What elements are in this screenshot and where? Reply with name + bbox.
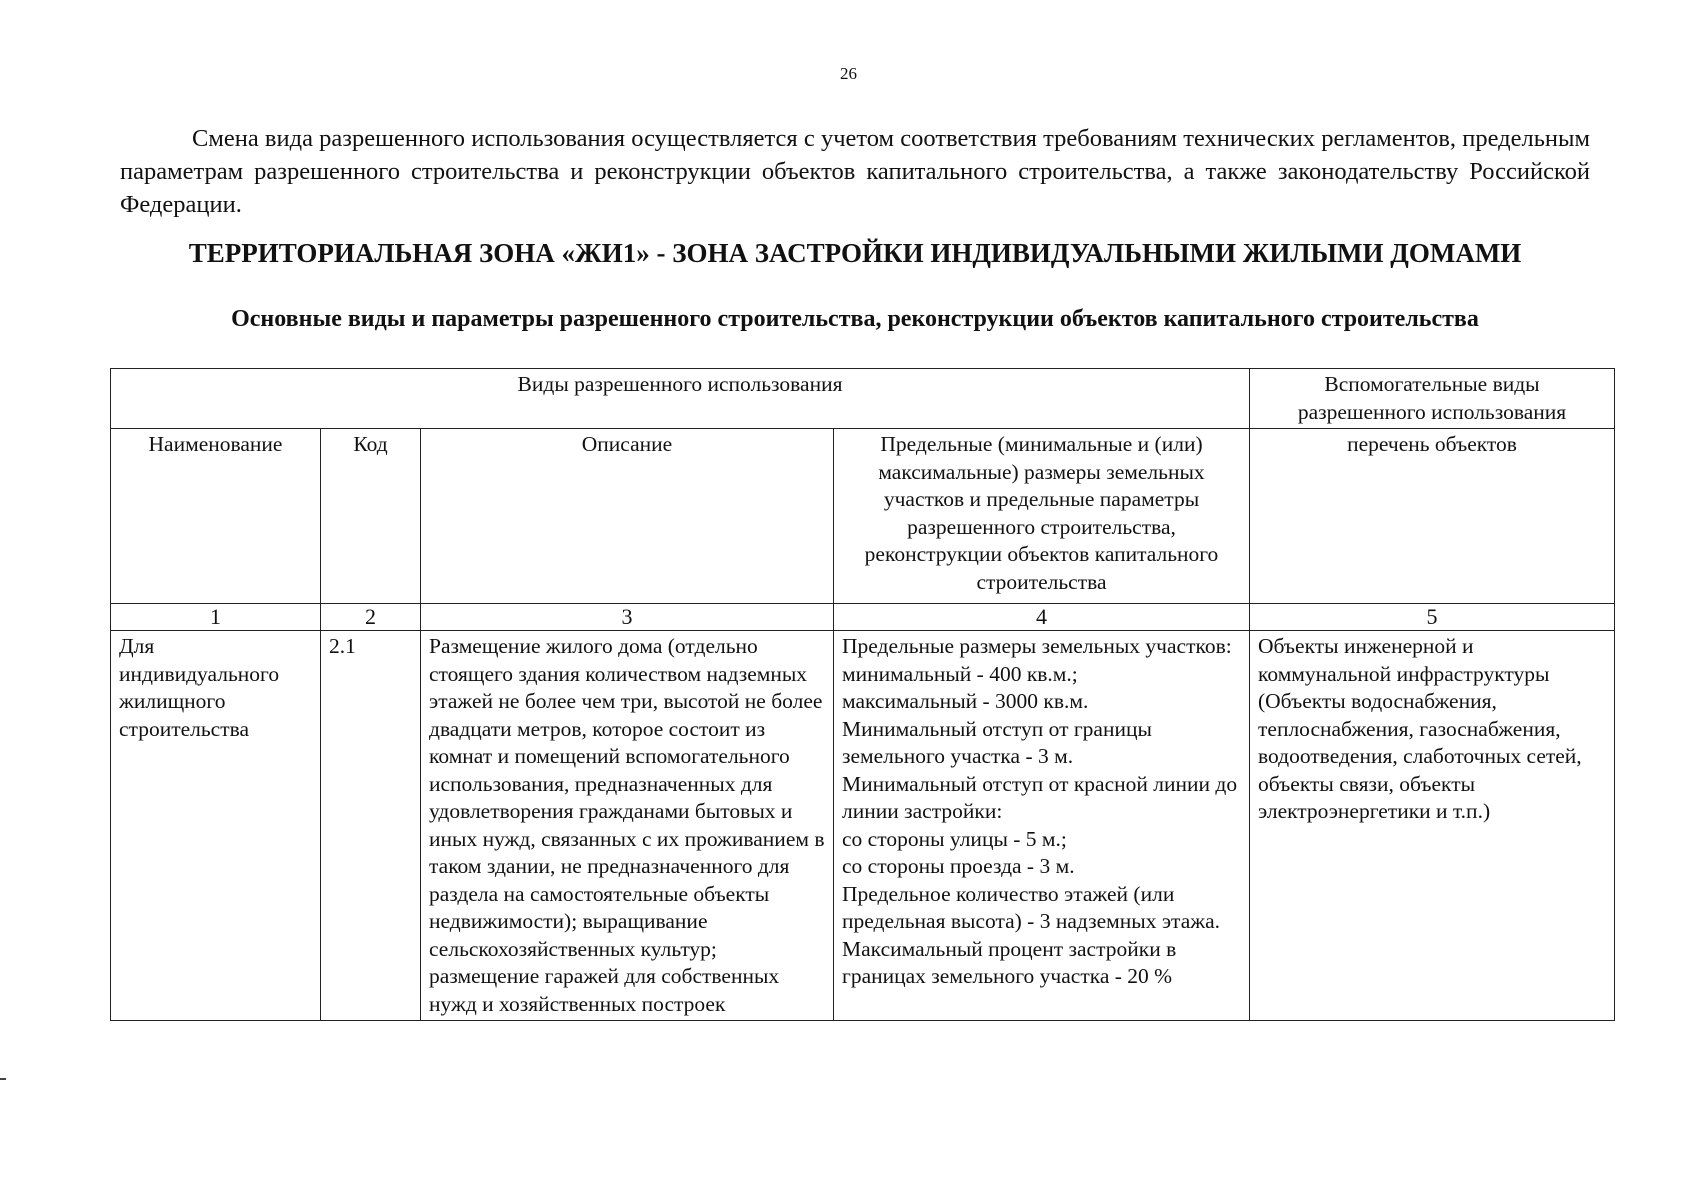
parameter-line: со стороны проезда - 3 м. (842, 854, 1075, 878)
parameter-line: Минимальный отступ от границы земельного участка - 3 м. (842, 716, 1152, 768)
column-header-name: Наименование (111, 429, 321, 604)
cell-code: 2.1 (321, 631, 421, 1021)
regulations-table (110, 368, 1615, 1021)
cell-auxiliary-objects: Объекты инженерной и коммунальной инфраструктуры (Объекты водоснабжения, теплоснабжения, газоснабжения, водоотведения, слаботочных сетей, объекты связи, объекты электроэнергетики и т.п.) (1250, 631, 1615, 1021)
scan-margin-mark (0, 1078, 6, 1080)
column-header-code: Код (321, 429, 421, 604)
column-header-description: Описание (421, 429, 834, 604)
parameter-line: со стороны улицы - 5 м.; (842, 826, 1067, 851)
column-number: 5 (1250, 604, 1615, 631)
parameter-line: Предельные размеры земельных участков: (842, 634, 1232, 658)
column-number: 2 (321, 604, 421, 631)
zone-title: ТЕРРИТОРИАЛЬНАЯ ЗОНА «ЖИ1» - ЗОНА ЗАСТРОЙКИ ИНДИВИДУАЛЬНЫМИ ЖИЛЫМИ ДОМАМИ (188, 238, 1522, 268)
group-header-main: Виды разрешенного использования (111, 369, 1250, 429)
intro-paragraph: Смена вида разрешенного использования осуществляется с учетом соответствия требованиям технических регламентов, предельным параметрам разрешенного строительства и реконструкции объектов капитального строительства, а также законодательству Российской Федерации. (120, 125, 1590, 218)
table-group-header-row (111, 369, 1615, 429)
parameter-line: минимальный - 400 кв.м.; (842, 661, 1078, 686)
column-header-parameters: Предельные (минимальные и (или) максимальные) размеры земельных участков и предельные параметры разрешенного строительства, реконструкции объектов капитального строительства (834, 429, 1250, 604)
cell-name: Для индивидуального жилищного строительства (111, 631, 321, 1021)
page-number: 26 (840, 64, 857, 83)
column-number: 3 (421, 604, 834, 631)
cell-parameters (834, 631, 1250, 1021)
group-header-auxiliary: Вспомогательные виды разрешенного использования (1250, 369, 1615, 429)
table-row (111, 631, 1615, 1021)
parameter-line: Предельное количество этажей (или предельная высота) - 3 надземных этажа. (842, 881, 1221, 933)
column-number: 1 (111, 604, 321, 631)
parameter-line: максимальный - 3000 кв.м. (842, 689, 1089, 713)
table-title: Основные виды и параметры разрешенного строительства, реконструкции объектов капитального строительства (231, 306, 1479, 332)
parameter-line: Минимальный отступ от красной линии до линии застройки: (842, 771, 1238, 823)
parameter-line: Максимальный процент застройки в границах земельного участка - 20 % (842, 936, 1177, 988)
table-column-number-row (111, 604, 1615, 631)
table-column-header-row (111, 429, 1615, 604)
column-header-objects: перечень объектов (1250, 429, 1615, 604)
column-number: 4 (834, 604, 1250, 631)
cell-description: Размещение жилого дома (отдельно стоящего здания количеством надземных этажей не более чем три, высотой не более двадцати метров, которое состоит из комнат и помещений вспомогательного использования, предназначенных для удовлетворения гражданами бытовых и иных нужд, связанных с их проживанием в таком здании, не предназначенного для раздела на самостоятельные объекты недвижимости); выращивание сельскохозяйственных культур; размещение гаражей для собственных нужд и хозяйственных построек (421, 631, 834, 1021)
